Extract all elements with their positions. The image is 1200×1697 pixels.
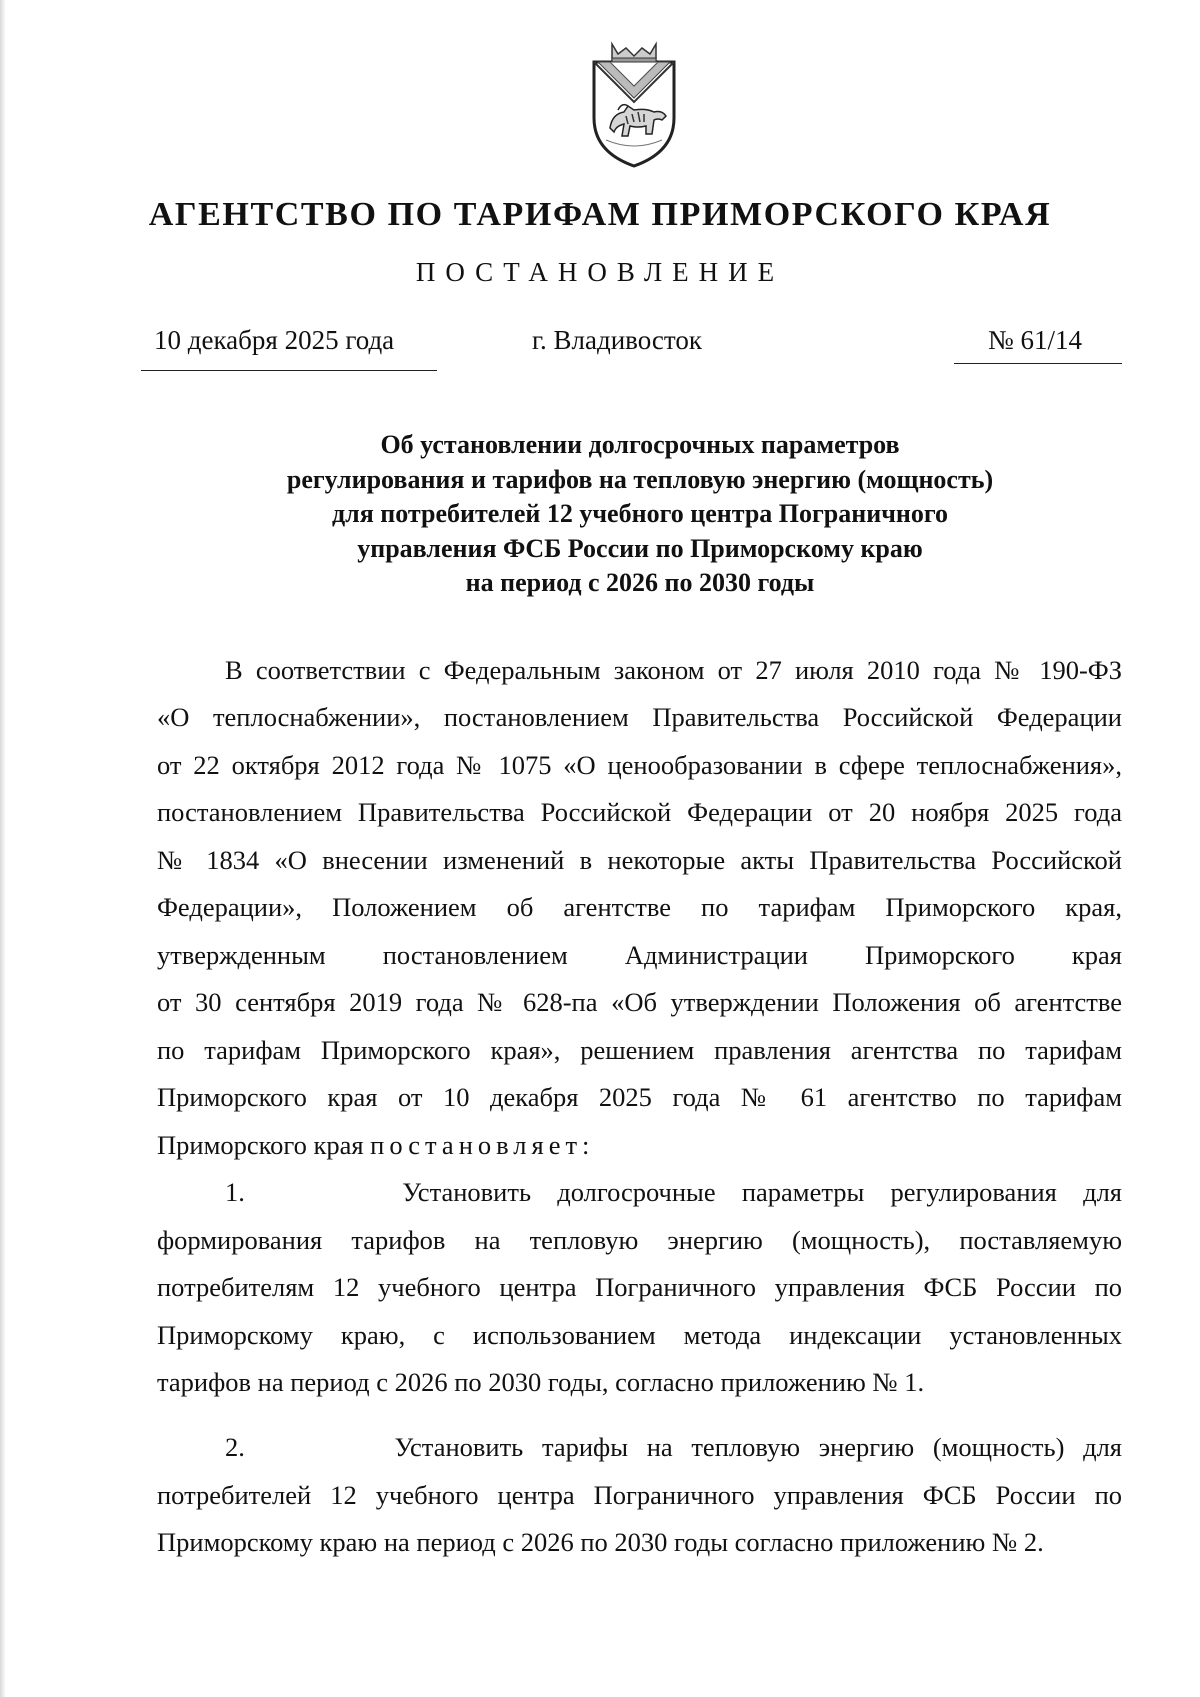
title-line: регулирования и тарифов на тепловую энергию (мощность) [286, 464, 994, 494]
preamble-line: по тарифам Приморского края», решением правления агентства по тарифам [157, 1035, 1122, 1065]
preamble-line: утвержденным постановлением Администрации Приморского края [157, 940, 1122, 970]
document-number: № 61/14 [988, 325, 1083, 355]
coat-of-arms-emblem [588, 40, 680, 170]
preamble-line: от 30 сентября 2019 года № 628-па «Об утверждении Положения об агентстве [157, 987, 1122, 1017]
decree-word: постановляет: [370, 1130, 595, 1160]
preamble-line: Приморского края от 10 декабря 2025 года № 61 агентство по тарифам [157, 1082, 1122, 1112]
item2-line: потребителей 12 учебного центра Пограничного управления ФСБ России по [157, 1480, 1122, 1510]
item1-line: потребителям 12 учебного центра Пограничного управления ФСБ России по [157, 1272, 1122, 1302]
preamble-line: постановлением Правительства Российской Федерации от 20 ноября 2025 года [157, 797, 1122, 827]
document-type: ПОСТАНОВЛЕНИЕ [415, 257, 785, 287]
title-line: для потребителей 12 учебного центра Пограничного [331, 499, 949, 528]
date-underline [141, 370, 437, 371]
item1-line: 1. Установить долгосрочные параметры регулирования для [225, 1177, 1122, 1207]
document-date: 10 декабря 2025 года [154, 325, 395, 355]
preamble-line: Федерации», Положением об агентстве по тарифам Приморского края, [157, 892, 1122, 922]
agency-name: АГЕНТСТВО ПО ТАРИФАМ ПРИМОРСКОГО КРАЯ [148, 196, 1052, 233]
title-line: управления ФСБ России по Приморскому краю [357, 533, 923, 563]
preamble-end: Приморского края [157, 1130, 371, 1160]
preamble-line: № 1834 «О внесении изменений в некоторые акты Правительства Российской [157, 845, 1122, 875]
title-line: Об установлении долгосрочных параметров [380, 430, 900, 459]
scan-edge-shadow [0, 0, 6, 1697]
item2-line: Приморскому краю на период с 2026 по 2030 годы согласно приложению № 2. [157, 1527, 1044, 1557]
preamble-final-line [157, 1130, 1122, 1166]
preamble-line: от 22 октября 2012 года № 1075 «О ценообразовании в сфере теплоснабжения», [157, 750, 1122, 780]
title-line: на период с 2026 по 2030 годы [465, 568, 815, 597]
number-underline [954, 363, 1122, 364]
document-title [150, 428, 1130, 601]
preamble-line: «О теплоснабжении», постановлением Правительства Российской Федерации [157, 702, 1122, 732]
item1-line: формирования тарифов на тепловую энергию (мощность), поставляемую [157, 1225, 1122, 1255]
document-city: г. Владивосток [532, 325, 702, 355]
item1-line: Приморскому краю, с использованием метода индексации установленных [157, 1320, 1122, 1350]
item1-line: тарифов на период с 2026 по 2030 годы, согласно приложению № 1. [157, 1367, 925, 1397]
item2-line: 2. Установить тарифы на тепловую энергию (мощность) для [225, 1432, 1122, 1462]
preamble-line: В соответствии с Федеральным законом от 27 июля 2010 года № 190-ФЗ [225, 655, 1122, 685]
